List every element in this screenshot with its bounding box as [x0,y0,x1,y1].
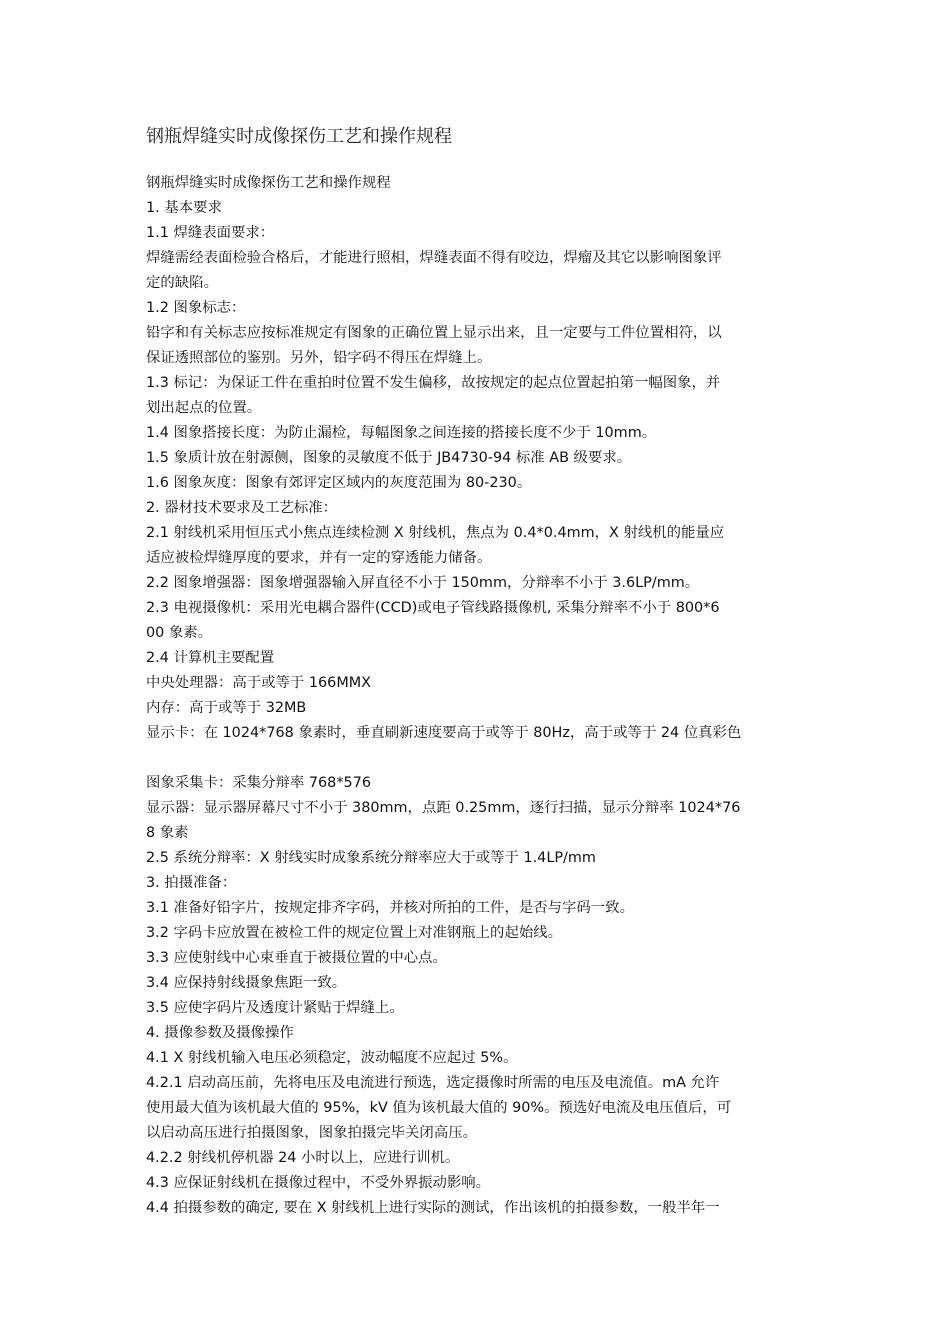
text-line: 4.2.2 射线机停机器 24 小时以上，应进行训机。 [146,1150,460,1166]
text-line: 1. 基本要求 [146,200,222,216]
text-line: 显示卡：在 1024*768 象素时，垂直刷新速度要高于或等于 80Hz，高于或等于 24 位真彩色 [146,725,742,741]
text-line: 3.3 应使射线中心束垂直于被摄位置的中心点。 [146,950,447,966]
text-line: 4. 摄像参数及摄像操作 [146,1025,294,1041]
text-line: 铅字和有关标志应按标准规定有图象的正确位置上显示出来，且一定要与工件位置相符，以 [146,325,722,341]
text-line: 中央处理器：高于或等于 166MMX [146,675,372,691]
text-line: 00 象素。 [146,625,213,641]
text-line: 3.1 准备好铅字片，按规定排齐字码，并核对所拍的工件，是否与字码一致。 [146,900,634,916]
text-line: 1.1 焊缝表面要求： [146,225,275,241]
text-line: 2.4 计算机主要配置 [146,650,275,666]
text-line: 显示器：显示器屏幕尺寸不小于 380mm，点距 0.25mm，逐行扫描，显示分辩率 1024*76 [146,800,741,816]
text-line: 钢瓶焊缝实时成像探伤工艺和操作规程 [146,175,391,191]
text-line: 2.5 系统分辩率：X 射线实时成象系统分辩率应大于或等于 1.4LP/mm [146,850,596,866]
text-line: 焊缝需经表面检验合格后，才能进行照相，焊缝表面不得有咬边，焊瘤及其它以影响图象评 [146,250,722,266]
text-line: 3.5 应使字码片及透度计紧贴于焊缝上。 [146,1000,404,1016]
text-line: 4.2.1 启动高压前，先将电压及电流进行预选，选定摄像时所需的电压及电流值。mA 允许 [146,1075,720,1091]
text-line: 保证透照部位的鉴别。另外，铅字码不得压在焊缝上。 [146,350,492,366]
text-line: 4.4 拍摄参数的确定, 要在 X 射线机上进行实际的测试，作出该机的拍摄参数，一般半年一 [146,1200,720,1216]
text-line: 以启动高压进行拍摄图象，图象拍摄完毕关闭高压。 [146,1125,477,1141]
text-line: 3. 拍摄准备： [146,875,237,891]
text-line: 2. 器材技术要求及工艺标准： [146,500,337,516]
text-line: 使用最大值为该机最大值的 95%，kV 值为该机最大值的 90%。预选好电流及电压值后，可 [146,1100,732,1116]
text-line: 划出起点的位置。 [146,400,262,416]
text-line: 2.1 射线机采用恒压式小焦点连续检测 X 射线机，焦点为 0.4*0.4mm，X 射线机的能量应 [146,525,725,541]
text-line: 1.6 图象灰度：图象有郊评定区域内的灰度范围为 80-230。 [146,475,532,491]
text-line: 1.5 象质计放在射源侧，图象的灵敏度不低于 JB4730-94 标准 AB 级要求。 [146,450,632,466]
text-line: 4.3 应保证射线机在摄像过程中，不受外界振动影响。 [146,1175,491,1191]
text-line: 2.3 电视摄像机：采用光电耦合器件(CCD)或电子管线路摄像机, 采集分辩率不小于 800*6 [146,600,720,616]
text-line: 8 象素 [146,825,189,841]
text-line: 内存：高于或等于 32MB [146,700,307,716]
text-line: 定的缺陷。 [146,275,218,291]
text-line: 4.1 X 射线机输入电压必须稳定，波动幅度不应起过 5%。 [146,1050,518,1066]
document-title: 钢瓶焊缝实时成像探伤工艺和操作规程 [146,126,452,147]
text-line: 图象采集卡：采集分辩率 768*576 [146,775,372,791]
text-line: 1.3 标记：为保证工件在重拍时位置不发生偏移，故按规定的起点位置起拍第一幅图象，并 [146,375,721,391]
text-line: 1.4 图象搭接长度：为防止漏检，每幅图象之间连接的搭接长度不少于 10mm。 [146,425,657,441]
text-line: 3.2 字码卡应放置在被检工件的规定位置上对准钢瓶上的起始线。 [146,925,563,941]
text-line: 1.2 图象标志： [146,300,246,316]
text-line: 3.4 应保持射线摄象焦距一致。 [146,975,347,991]
text-line: 适应被检焊缝厚度的要求，并有一定的穿透能力储备。 [146,550,492,566]
blank-line [146,746,818,771]
text-line: 2.2 图象增强器：图象增强器输入屏直径不小于 150mm，分辩率不小于 3.6LP/mm。 [146,575,700,591]
document-body [146,171,818,1221]
